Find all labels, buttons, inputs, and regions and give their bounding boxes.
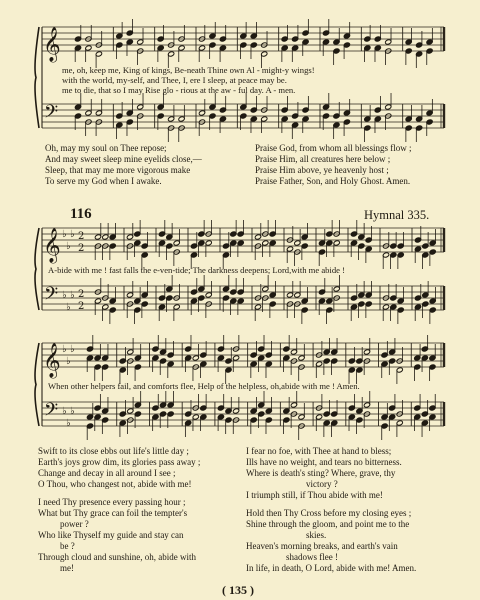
verse-line: shadows flee ! bbox=[286, 552, 338, 562]
time-signature: 2 bbox=[78, 231, 85, 242]
system1-lyric: A-bide with me ! fast falls the e-ven-tide; The darkness deepens; Lord,with me abide ! bbox=[48, 265, 345, 275]
flat-icon: ♭ bbox=[70, 406, 75, 417]
verse-line: Heaven's morning breaks, and earth's vain bbox=[246, 541, 398, 551]
flat-icon: ♭ bbox=[70, 290, 75, 301]
verse-line: Change and decay in all around I see ; bbox=[38, 468, 176, 478]
time-signature: 2 bbox=[78, 289, 85, 300]
treble-clef-icon: 𝄞 bbox=[43, 343, 61, 378]
hymnal-reference: Hymnal 335. bbox=[364, 208, 430, 222]
bass-clef-icon: 𝄢 bbox=[44, 102, 59, 127]
verse-line: To serve my God when I awake. bbox=[45, 176, 162, 186]
flat-icon: ♭ bbox=[66, 418, 71, 429]
flat-icon: ♭ bbox=[62, 229, 67, 240]
treble-clef-icon: 𝄞 bbox=[43, 228, 61, 263]
page-number: ( 135 ) bbox=[222, 583, 254, 597]
time-signature: 2 bbox=[78, 301, 85, 312]
bass-clef-icon: 𝄢 bbox=[44, 400, 59, 425]
verse-line: Shine through the gloom, and point me to the bbox=[246, 519, 410, 529]
top-lyric-line-2: with the world, my-self, and Thee, I, ere I sleep, at peace may be. bbox=[62, 75, 287, 85]
verse-line: me! bbox=[60, 563, 74, 573]
verse-line: I fear no foe, with Thee at hand to bless; bbox=[246, 446, 392, 456]
verse-line: In life, in death, O Lord, abide with me! Amen. bbox=[246, 563, 417, 573]
system2-lyric: When other helpers fail, and comforts flee, Help of the helpless, oh,abide with me ! Amen. bbox=[48, 381, 360, 391]
system-brace bbox=[35, 343, 39, 426]
verse-line: Swift to its close ebbs out life's little day ; bbox=[38, 446, 189, 456]
flat-icon: ♭ bbox=[66, 302, 71, 313]
verse-line: Where is death's sting? Where, grave, thy bbox=[246, 468, 396, 478]
verse-line: Who like Thyself my guide and stay can bbox=[38, 530, 184, 540]
verse-line: Praise Him above, ye heavenly host ; bbox=[255, 165, 389, 175]
verse-line: I need Thy presence every passing hour ; bbox=[38, 497, 186, 507]
verse-line: Praise God, from whom all blessings flow ; bbox=[255, 143, 412, 153]
verse-line: power ? bbox=[60, 519, 89, 529]
flat-icon: ♭ bbox=[66, 356, 71, 367]
time-signature: 2 bbox=[78, 243, 85, 254]
flat-icon: ♭ bbox=[70, 344, 75, 355]
verse-block-bottom-left bbox=[38, 446, 238, 574]
verse-line: Ills have no weight, and tears no bitterness. bbox=[246, 457, 402, 467]
verse-block-top-right bbox=[255, 143, 412, 187]
bass-clef-icon: 𝄢 bbox=[44, 284, 59, 309]
verse-line: Sleep, that may me more vigorous make bbox=[45, 165, 191, 175]
verse-line: victory ? bbox=[306, 479, 338, 489]
verse-line: Through cloud and sunshine, oh, abide with bbox=[38, 552, 196, 562]
verse-block-top-left bbox=[45, 143, 202, 187]
verse-line: I triumph still, if Thou abide with me! bbox=[246, 490, 383, 500]
flat-icon: ♭ bbox=[62, 290, 67, 301]
flat-icon: ♭ bbox=[62, 344, 67, 355]
hymn-number: 116 bbox=[70, 206, 92, 222]
flat-icon: ♭ bbox=[62, 406, 67, 417]
verse-line: Hold then Thy Cross before my closing eyes ; bbox=[246, 508, 412, 518]
top-lyric-line-3: me to die, that so I may Rise glo - rious at the aw - ful day. A - men. bbox=[62, 85, 296, 95]
verse-line: Praise Father, Son, and Holy Ghost. Amen. bbox=[255, 176, 411, 186]
verse-line: What but Thy grace can foil the tempter's bbox=[38, 508, 188, 518]
system-brace bbox=[35, 228, 39, 310]
verse-line: skies. bbox=[306, 530, 327, 540]
verse-line: And may sweet sleep mine eyelids close,— bbox=[45, 154, 202, 164]
verse-line: O Thou, who changest not, abide with me! bbox=[38, 479, 192, 489]
flat-icon: ♭ bbox=[66, 241, 71, 252]
verse-line: Praise Him, all creatures here below ; bbox=[255, 154, 391, 164]
verse-line: be ? bbox=[60, 541, 75, 551]
verse-block-bottom-right bbox=[246, 446, 451, 574]
verse-line: Earth's joys grow dim, its glories pass away ; bbox=[38, 457, 201, 467]
treble-clef-icon: 𝄞 bbox=[43, 27, 61, 62]
flat-icon: ♭ bbox=[70, 229, 75, 240]
top-lyric-line-1: me, oh, keep me, King of kings, Be-neath Thine own Al - might-y wings! bbox=[62, 65, 315, 75]
system-brace bbox=[35, 27, 39, 128]
verse-line: Oh, may my soul on Thee repose; bbox=[45, 143, 167, 153]
